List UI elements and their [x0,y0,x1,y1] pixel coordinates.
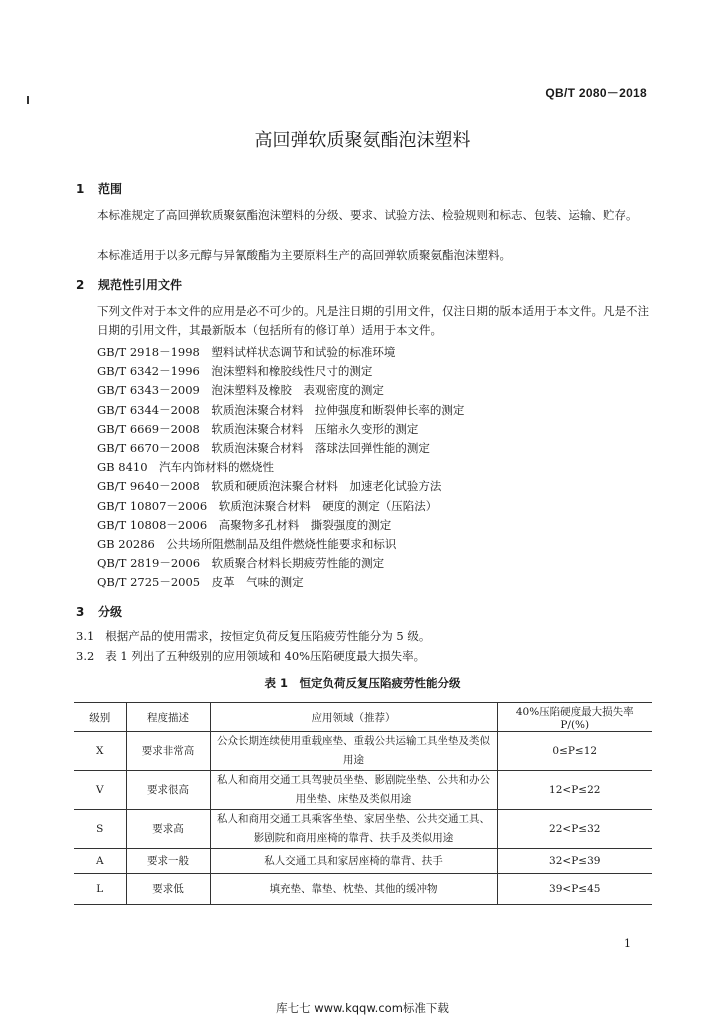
grade-cell: V [74,771,126,810]
reference-title: 软质泡沫聚合材料 压缩永久变形的测定 [211,421,419,436]
reference-code: GB/T 6343－2009 [97,383,200,398]
reference-title: 软质聚合材料长期疲劳性能的测定 [211,556,385,571]
grade-cell: X [74,732,126,771]
section-title: 范围 [98,182,123,196]
page-number: 1 [624,937,631,950]
binding-margin-mark [27,96,29,104]
reference-item [97,478,441,494]
application-cell: 填充垫、靠垫、枕垫、其他的缓冲物 [210,874,497,905]
reference-title: 泡沫塑料和橡胶线性尺寸的测定 [211,364,373,379]
reference-item [97,402,464,418]
section-number: 1 [76,182,85,196]
loss-cell: 22<P≤32 [497,810,652,849]
paragraph-text: 本标准规定了高回弹软质聚氨酯泡沫塑料的分级、要求、试验方法、检验规则和标志、包装、运输、贮存。 [97,208,638,222]
column-header-application: 应用领域（推荐） [210,703,497,732]
reference-title: 泡沫塑料及橡胶 表观密度的测定 [211,383,384,398]
reference-item [97,344,395,360]
reference-item [97,421,418,437]
application-cell: 私人和商用交通工具驾驶员坐垫、影剧院坐垫、公共和办公用坐垫、床垫及类似用途 [210,771,497,810]
paragraph-text: 下列文件对于本文件的应用是必不可少的。凡是注日期的引用文件，仅注日期的版本适用于本文件。凡是不注日期的引用文件，其最新版本（包括所有的修订单）适用于本文件。 [97,304,649,337]
application-cell: 私人交通工具和家居座椅的靠背、扶手 [210,849,497,874]
reference-code: GB/T 6669－2008 [97,421,200,436]
grade-cell: S [74,810,126,849]
section-1-para-2 [76,246,650,265]
reference-item [97,574,304,590]
reference-item [97,536,396,552]
clause-text: 根据产品的使用需求，按恒定负荷反复压陷疲劳性能分为 5 级。 [105,629,431,643]
reference-title: 软质泡沫聚合材料 落球法回弹性能的测定 [211,441,430,455]
footer-watermark-text: 库七七 www.kqqw.com标准下载 [276,1001,449,1015]
section-number: 3 [76,605,85,619]
reference-title: 高聚物多孔材料 撕裂强度的测定 [218,517,392,532]
clause-number: 3.2 [76,649,95,663]
clause-number: 3.1 [76,629,95,643]
reference-code: GB 8410 [97,460,148,475]
application-cell: 私人和商用交通工具乘客坐垫、家居坐垫、公共交通工具、影剧院和商用座椅的靠背、扶手及类似用途 [210,810,497,849]
reference-title: 皮革 气味的测定 [211,575,304,590]
section-title: 分级 [98,605,123,619]
reference-code: QB/T 2725－2005 [97,575,201,590]
reference-title: 汽车内饰材料的燃烧性 [159,460,275,475]
reference-code: GB/T 6344－2008 [97,402,200,417]
reference-item [97,363,372,379]
grade-table [74,702,652,905]
reference-code: GB/T 10807－2006 [97,498,208,513]
reference-code: GB/T 2918－1998 [97,345,200,359]
description-cell: 要求低 [126,874,210,905]
reference-item [97,440,430,456]
reference-item [97,498,437,514]
reference-item [97,555,384,571]
section-title: 规范性引用文件 [98,278,183,292]
clause-text: 表 1 列出了五种级别的应用领域和 40%压陷硬度最大损失率。 [105,649,426,663]
description-cell: 要求很高 [126,771,210,810]
reference-code: GB 20286 [97,537,155,551]
reference-code: QB/T 2819－2006 [97,556,201,571]
section-3-heading [76,603,122,620]
paragraph-text: 本标准适用于以多元醇与异氰酸酯为主要原料生产的高回弹软质聚氨酯泡沫塑料。 [97,248,511,262]
column-header-grade: 级别 [74,703,126,732]
section-number: 2 [76,278,85,292]
clause-3-2 [76,648,425,664]
reference-title: 软质泡沫聚合材料 硬度的测定（压陷法） [218,498,438,513]
description-cell: 要求高 [126,810,210,849]
reference-code: GB/T 6670－2008 [97,441,200,455]
column-header-description: 程度描述 [126,703,210,732]
column-header-max-loss: 40%压陷硬度最大损失率 P/(%) [497,703,652,732]
reference-item [97,517,391,533]
table-row [74,732,652,771]
document-title: 高回弹软质聚氨酯泡沫塑料 [254,130,471,151]
section-2-intro [76,302,650,340]
description-cell: 要求非常高 [126,732,210,771]
application-cell: 公众长期连续使用重载座垫、重载公共运输工具坐垫及类似用途 [210,732,497,771]
grade-cell: L [74,874,126,905]
table-row [74,771,652,810]
reference-code: GB/T 6342－1996 [97,364,200,379]
loss-cell: 0≤P≤12 [497,732,652,771]
loss-cell: 32<P≤39 [497,849,652,874]
clause-3-1 [76,628,430,644]
table-1-caption: 表 1 恒定负荷反复压陷疲劳性能分级 [264,676,461,690]
table-row [74,849,652,874]
reference-code: GB/T 10808－2006 [97,517,208,532]
reference-code: GB/T 9640－2008 [97,479,200,494]
standard-code: QB/T 2080－2018 [545,86,647,100]
table-header-row [74,703,652,732]
loss-cell: 39<P≤45 [497,874,652,905]
section-1-para-1 [76,206,650,225]
reference-item [97,382,384,398]
table-row [74,810,652,849]
table-row [74,874,652,905]
reference-title: 公共场所阻燃制品及组件燃烧性能要求和标识 [166,537,397,551]
section-1-heading [76,180,122,197]
reference-item [97,459,274,475]
section-2-heading [76,276,182,293]
reference-title: 软质和硬质泡沫聚合材料 加速老化试验方法 [211,479,442,494]
reference-title: 软质泡沫聚合材料 拉伸强度和断裂伸长率的测定 [211,402,465,417]
description-cell: 要求一般 [126,849,210,874]
reference-title: 塑料试样状态调节和试验的标准环境 [211,345,396,359]
loss-cell: 12<P≤22 [497,771,652,810]
grade-cell: A [74,849,126,874]
